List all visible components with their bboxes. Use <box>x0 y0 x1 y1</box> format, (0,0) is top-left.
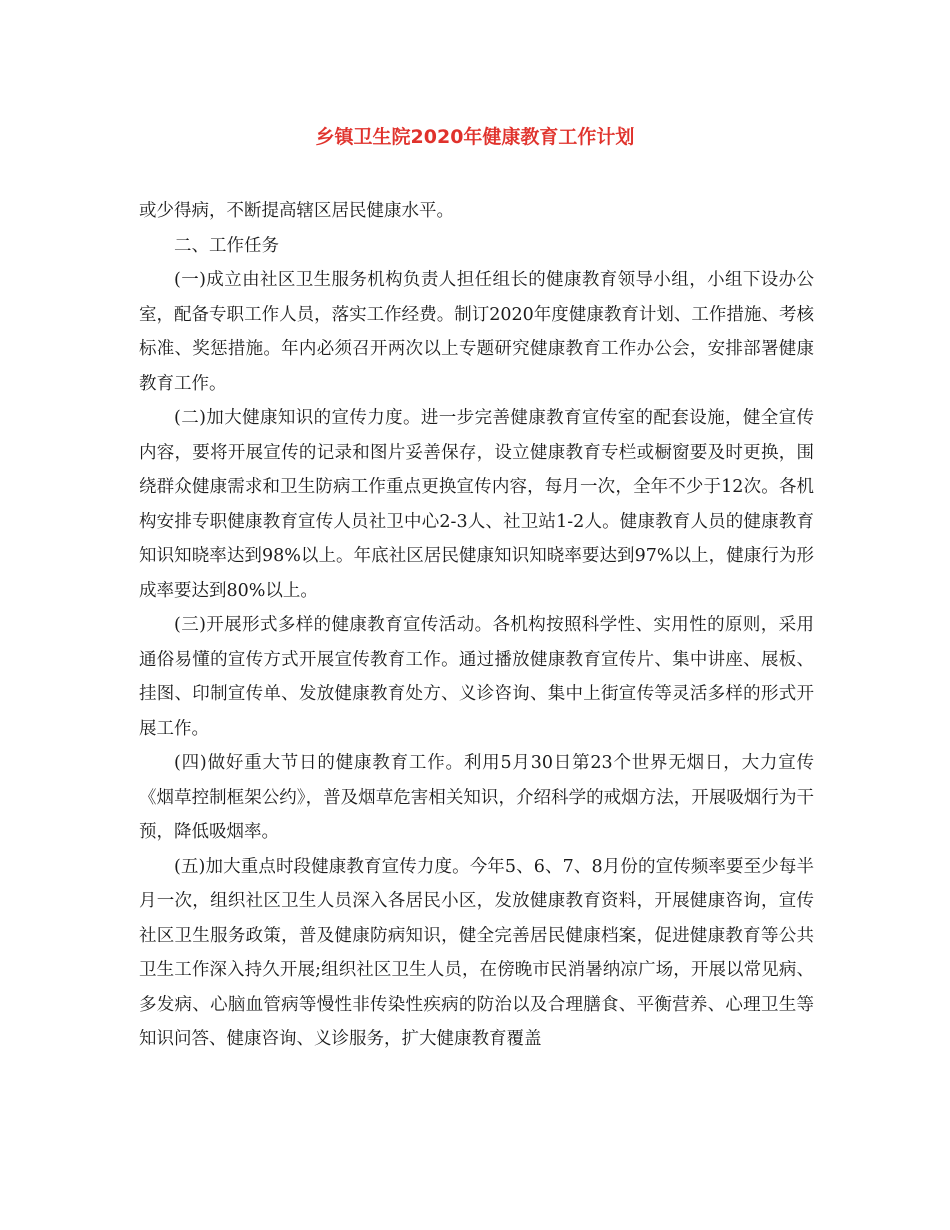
paragraph-item-2: (二)加大健康知识的宣传力度。进一步完善健康教育宣传室的配套设施，健全宣传内容，要将开展宣传的记录和图片妥善保存，设立健康教育专栏或橱窗要及时更换，围绕群众健康需求和卫生防病工作重点更换宣传内容，每月一次，全年不少于12次。各机构安排专职健康教育宣传人员社卫中心2-3人、社卫站1-2人。健康教育人员的健康教育知识知晓率达到98%以上。年底社区居民健康知识知晓率要达到97%以上，健康行为形成率要达到80%以上。 <box>139 408 814 601</box>
paragraph-item-4: (四)做好重大节日的健康教育工作。利用5月30日第23个世界无烟日，大力宣传《烟草控制框架公约》，普及烟草危害相关知识，介绍科学的戒烟方法，开展吸烟行为干预，降低吸烟率。 <box>139 753 814 842</box>
paragraph-continuation: 或少得病，不断提高辖区居民健康水平。 <box>139 201 454 221</box>
paragraph-item-3: (三)开展形式多样的健康教育宣传活动。各机构按照科学性、实用性的原则，采用通俗易懂的宣传方式开展宣传教育工作。通过播放健康教育宣传片、集中讲座、展板、挂图、印制宣传单、发放健康教育处方、义诊咨询、集中上街宣传等灵活多样的形式开展工作。 <box>139 615 814 739</box>
section-heading-work-tasks: 二、工作任务 <box>174 235 279 256</box>
document-title: 乡镇卫生院2020年健康教育工作计划 <box>315 126 635 148</box>
document-body <box>139 194 814 1057</box>
paragraph-item-5: (五)加大重点时段健康教育宣传力度。今年5、6、7、8月份的宣传频率要至少每半月一次，组织社区卫生人员深入各居民小区，发放健康教育资料，开展健康咨询，宣传社区卫生服务政策，普及健康防病知识，健全完善居民健康档案，促进健康教育等公共卫生工作深入持久开展;组织社区卫生人员，在傍晚市民消暑纳凉广场，开展以常见病、多发病、心脑血管病等慢性非传染性疾病的防治以及合理膳食、平衡营养、心理卫生等知识问答、健康咨询、义诊服务，扩大健康教育覆盖 <box>139 856 814 1049</box>
paragraph-item-1: (一)成立由社区卫生服务机构负责人担任组长的健康教育领导小组，小组下设办公室，配备专职工作人员，落实工作经费。制订2020年度健康教育计划、工作措施、考核标准、奖惩措施。年内必须召开两次以上专题研究健康教育工作办公会，安排部署健康教育工作。 <box>139 270 814 394</box>
